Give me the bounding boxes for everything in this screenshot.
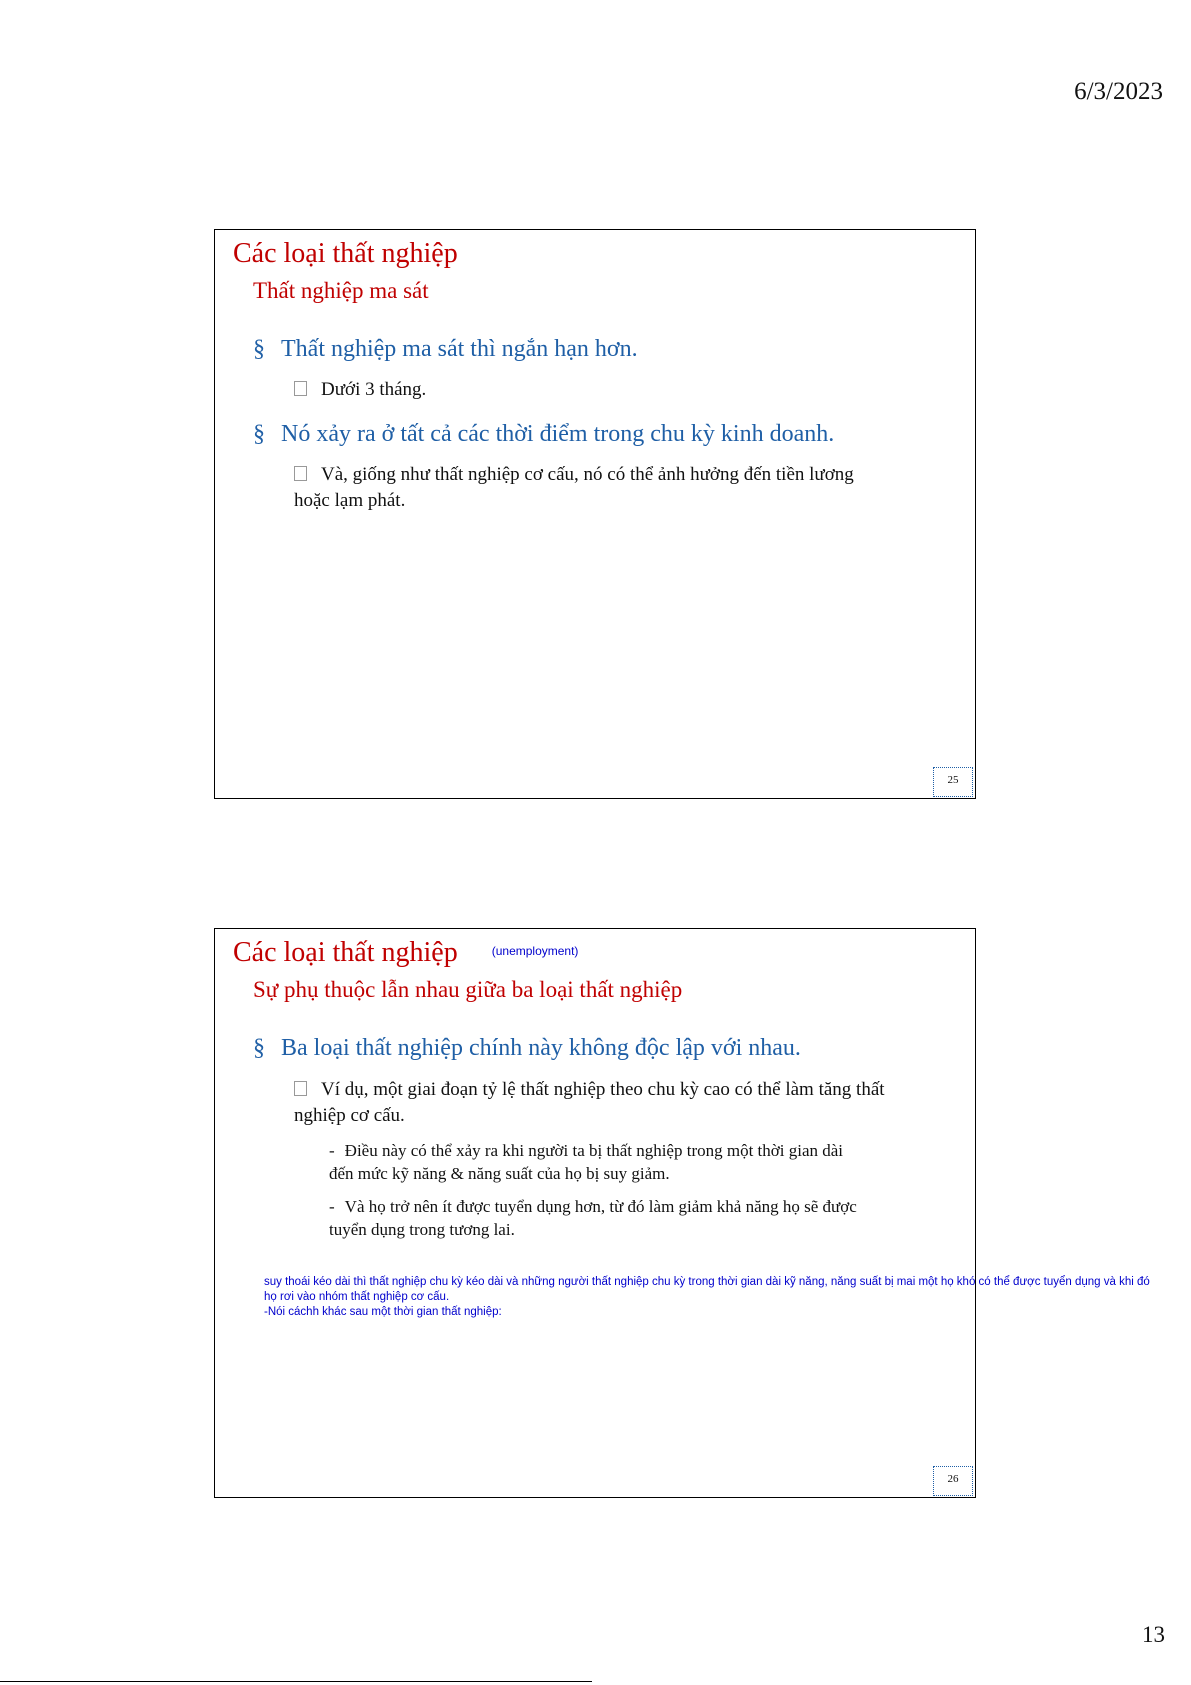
note-line: suy thoái kéo dài thì thất nghiệp chu kỳ kéo dài và những người thất nghiệp chu kỳ trong thời gian dài kỹ năng, năng suất bị mai một họ khó có thể được tuyển dụng và khi đó họ rơi vào nhóm thất nghiệp cơ cấu. (264, 1276, 1150, 1303)
footer-divider (0, 1681, 592, 1682)
dash-marker: - (329, 1197, 335, 1216)
section-sign-icon: § (253, 421, 265, 447)
checkbox-glyph-icon (294, 1081, 307, 1096)
bullet-item (253, 336, 638, 363)
dash-text: Điều này có thể xảy ra khi người ta bị thất nghiệp trong một thời gian dài đến mức kỹ năng & năng suất của họ bị suy giảm. (329, 1141, 844, 1183)
handwritten-note (264, 1275, 1164, 1320)
bullet-text: Nó xảy ra ở tất cả các thời điểm trong chu kỳ kinh doanh. (281, 421, 835, 447)
sub-text: Dưới 3 tháng. (321, 379, 427, 400)
sub-item (294, 462, 884, 514)
section-sign-icon: § (253, 336, 265, 362)
slide-subtitle: Sự phụ thuộc lẫn nhau giữa ba loại thất nghiệp (253, 977, 683, 1002)
checkbox-glyph-icon (294, 466, 307, 481)
page-number: 13 (1142, 1622, 1165, 1647)
slide-number: 26 (933, 1466, 973, 1496)
dash-item (329, 1195, 869, 1241)
bullet-item (253, 1035, 801, 1062)
slide-26 (214, 928, 976, 1498)
slide-25 (214, 229, 976, 799)
dash-marker: - (329, 1141, 335, 1160)
section-sign-icon: § (253, 1035, 265, 1061)
slide-subtitle: Thất nghiệp ma sát (253, 278, 429, 303)
dash-item (329, 1139, 869, 1185)
bullet-text: Ba loại thất nghiệp chính này không độc lập với nhau. (281, 1035, 801, 1061)
note-line: -Nói cáchh khác sau một thời gian thất nghiệp: (264, 1306, 502, 1318)
bullet-text: Thất nghiệp ma sát thì ngắn hạn hơn. (281, 336, 638, 362)
page-date: 6/3/2023 (1074, 78, 1163, 105)
slide-title (233, 937, 578, 969)
slide-title: Các loại thất nghiệp (233, 238, 458, 269)
bullet-item (253, 421, 834, 448)
sub-item (294, 1077, 894, 1129)
sub-item (294, 377, 426, 403)
dash-text: Và họ trở nên ít được tuyển dụng hơn, từ đó làm giảm khả năng họ sẽ được tuyển dụng trong tương lai. (329, 1197, 857, 1239)
slide-title-text: Các loại thất nghiệp (233, 937, 458, 968)
sub-text: Ví dụ, một giai đoạn tỷ lệ thất nghiệp theo chu kỳ cao có thể làm tăng thất nghiệp cơ cấu. (294, 1079, 885, 1126)
slide-number: 25 (933, 767, 973, 797)
checkbox-glyph-icon (294, 381, 307, 396)
sub-text: Và, giống như thất nghiệp cơ cấu, nó có thể ảnh hưởng đến tiền lương hoặc lạm phát. (294, 464, 854, 511)
title-note: (unemployment) (491, 944, 579, 958)
